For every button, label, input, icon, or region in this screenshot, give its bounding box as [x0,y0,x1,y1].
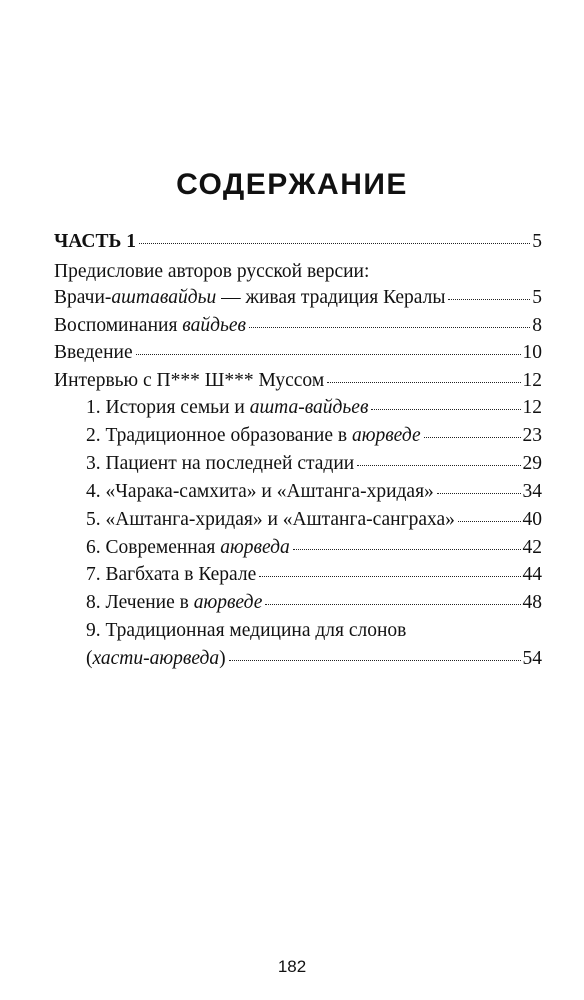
toc-entry-page: 44 [522,564,542,585]
toc-entry-title [54,343,133,363]
toc-dot-leader [458,521,521,522]
toc-entry [86,593,542,613]
toc-dot-leader [265,604,520,605]
page-number: 182 [277,957,307,976]
toc-entry-title [86,482,434,502]
page-title: СОДЕРЖАНИЕ [176,168,408,201]
toc-entry [86,538,542,558]
toc-entry-title [86,426,421,446]
toc-entry-page: 10 [522,342,542,363]
toc-entry-title-part: аюрведе [193,592,263,613]
toc-entry-page: 5 [532,231,542,252]
toc-entry-title-part: Врачи- [54,287,112,308]
toc-entry [86,510,542,530]
toc-entry-title-part: 3. Пациент на последней стадии [86,453,355,474]
toc-entry-title-part: Введение [54,342,133,363]
toc-entry-title [54,232,136,252]
toc-entry-page: 12 [522,397,542,418]
toc-entry-title-part: вайдьев [182,315,246,336]
toc-entry-title [54,316,246,336]
toc-entry [54,232,542,252]
toc-entry-page: 34 [522,481,542,502]
toc-entry-page: 23 [522,425,542,446]
toc-entry-title [86,649,226,669]
toc-entry-page: 40 [522,509,542,530]
toc-entry-title-part: 7. Вагбхата в Керале [86,564,257,585]
toc-entry-page: 54 [522,648,542,669]
toc-dot-leader [136,354,521,355]
toc-dot-leader [327,382,520,383]
toc-entry-title [86,398,368,418]
toc-entry [86,398,542,418]
toc-entry-title [54,371,324,391]
toc-entry [86,649,542,669]
toc-entry [54,371,542,391]
toc-entry-title-part: ЧАСТЬ 1 [54,231,137,252]
toc-entry-title-part: Воспоминания [54,315,183,336]
toc-entry-title-part: аюрведа [220,537,290,558]
toc-entry-title-part: — живая традиция Кералы [216,287,446,308]
toc-entry [54,262,369,282]
toc-entry-title-part: ) [219,648,226,669]
toc-entry-title [86,510,455,530]
toc-entry-title [86,454,354,474]
toc-entry-page: 29 [522,453,542,474]
toc-entry-title-part: 2. Традиционное образование в [86,425,352,446]
toc-entry-title [86,538,290,558]
toc-entry-page: 42 [522,537,542,558]
toc-entry-title-part: 1. История семьи и [86,397,250,418]
toc-dot-leader [139,243,530,244]
toc-entry-title-part: ( [86,648,93,669]
toc-entry-title-part: 9. Традиционная медицина для слонов [86,620,407,641]
toc-entry-title-part: хасти-аюрведа [92,648,220,669]
toc-entry [86,426,542,446]
toc-dot-leader [229,660,521,661]
toc-dot-leader [437,493,521,494]
toc-dot-leader [293,549,521,550]
toc-entry-title [86,565,256,585]
toc-dot-leader [357,465,520,466]
toc-entry-title-part: Предисловие авторов русской версии: [54,261,370,282]
toc-entry-title [54,262,369,282]
toc-entry-page: 5 [532,287,542,308]
toc-entry-page: 48 [522,592,542,613]
toc-entry [54,288,542,308]
toc-entry-page: 12 [522,370,542,391]
toc-entry-title-part: Интервью с П*** Ш*** Муссом [54,370,325,391]
toc-entry [86,621,406,641]
toc-entry-title-part: 6. Современная [86,537,221,558]
toc-entry-title [86,593,262,613]
toc-dot-leader [259,576,520,577]
toc-dot-leader [448,299,530,300]
toc-entry-title-part: 4. «Чарака-самхита» и «Аштанга-хридая» [86,481,434,502]
toc-entry [54,316,542,336]
toc-entry-title-part: аштавайдьи [111,287,217,308]
toc-dot-leader [249,327,530,328]
toc-entry-title-part: аюрведе [351,425,421,446]
toc-entry-page: 8 [532,315,542,336]
toc-entry [86,454,542,474]
toc-entry [54,343,542,363]
toc-entry [86,565,542,585]
toc-entry-title-part: 5. «Аштанга-хридая» и «Аштанга-санграха» [86,509,455,530]
toc-entry-title [54,288,445,308]
toc-dot-leader [424,437,521,438]
toc-entry [86,482,542,502]
toc-entry-title-part: 8. Лечение в [86,592,194,613]
toc-entry-title [86,621,406,641]
toc-entry-title-part: ашта-вайдьев [249,397,369,418]
toc-dot-leader [371,409,520,410]
